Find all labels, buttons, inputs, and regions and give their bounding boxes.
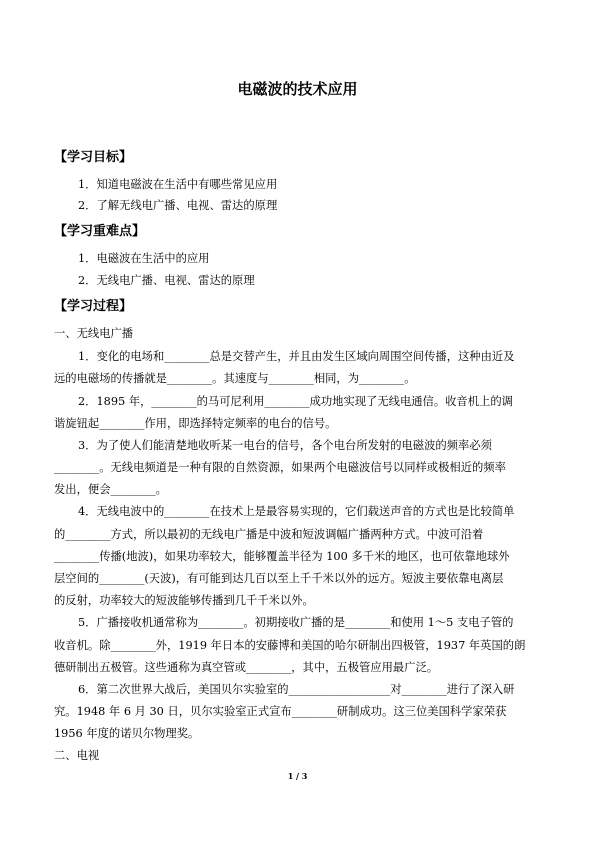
heading-process: 【学习过程】 <box>54 299 133 314</box>
heading-goals: 【学习目标】 <box>54 150 133 165</box>
section-heading-tv: 二、电视 <box>54 749 100 762</box>
paragraph-line: 收音机。除________外，1919 年日本的安藤博和美国的哈尔研制出四极管，1937 年英国的朗 <box>54 639 526 652</box>
paragraph-line: 的________方式，所以最初的无线电广播是中波和短波调幅广播两种方式。中波可沿着 <box>54 528 484 541</box>
keypoint-item-1: 1．电磁波在生活中的应用 <box>78 252 210 265</box>
paragraph-line: 层空间的________(天波)，有可能到达几百以至上千千米以外的远方。短波主要依靠电离层 <box>54 572 504 585</box>
heading-keypoints: 【学习重难点】 <box>54 224 146 239</box>
page-title: 电磁波的技术应用 <box>237 80 358 98</box>
goal-item-1: 1．知道电磁波在生活中有哪些常见应用 <box>78 178 278 191</box>
paragraph-line: 6．第二次世界大战后，美国贝尔实验室的__________________对________进行了深入研 <box>78 683 515 696</box>
paragraph-line: 的反射，功率较大的短波能够传播到几千千米以外。 <box>54 594 314 607</box>
paragraph-line: 究。1948 年 6 月 30 日，贝尔实验室正式宣布________研制成功。这三位美国科学家荣获 <box>54 705 507 718</box>
paragraph-line: 谐旋钮起________作用，即选择特定频率的电台的信号。 <box>54 417 337 430</box>
paragraph-line: ________传播(地波)，如果功率较大，能够覆盖半径为 100 多千米的地区，也可依靠地球外 <box>54 550 510 563</box>
goal-item-2: 2．了解无线电广播、电视、雷达的原理 <box>78 199 278 212</box>
section-heading-radio: 一、无线电广播 <box>54 327 134 340</box>
paragraph-line: 4．无线电波中的________在技术上是最容易实现的，它们载送声音的方式也是比较简单 <box>78 505 515 518</box>
paragraph-line: ________。无线电频道是一种有限的自然资源，如果两个电磁波信号以同样或极相近的频率 <box>54 461 506 474</box>
paragraph-line: 远的电磁场的传播就是________。其速度与________相同，为________。 <box>54 372 416 385</box>
keypoint-item-2: 2．无线电广播、电视、雷达的原理 <box>78 274 255 287</box>
paragraph-line: 1．变化的电场和________总是交替产生，并且由发生区域向周围空间传播，这种由近及 <box>78 350 515 363</box>
paragraph-line: 德研制出五极管。这些通称为真空管或________，其中，五极管应用最广泛。 <box>54 661 439 674</box>
paragraph-line: 3．为了使人们能清楚地收听某一电台的信号，各个电台所发射的电磁波的频率必须 <box>78 439 492 452</box>
paragraph-line: 发出，便会________。 <box>54 483 167 496</box>
paragraph-line: 2．1895 年，________的马可尼利用________成功地实现了无线电通信。收音机上的调 <box>78 395 513 408</box>
paragraph-line: 5．广播接收机通常称为________。初期接收广播的是________和使用 1～5 支电子管的 <box>78 616 514 629</box>
paragraph-line: 1956 年度的诺贝尔物理奖。 <box>54 727 200 740</box>
page-number: 1 / 3 <box>287 771 308 781</box>
